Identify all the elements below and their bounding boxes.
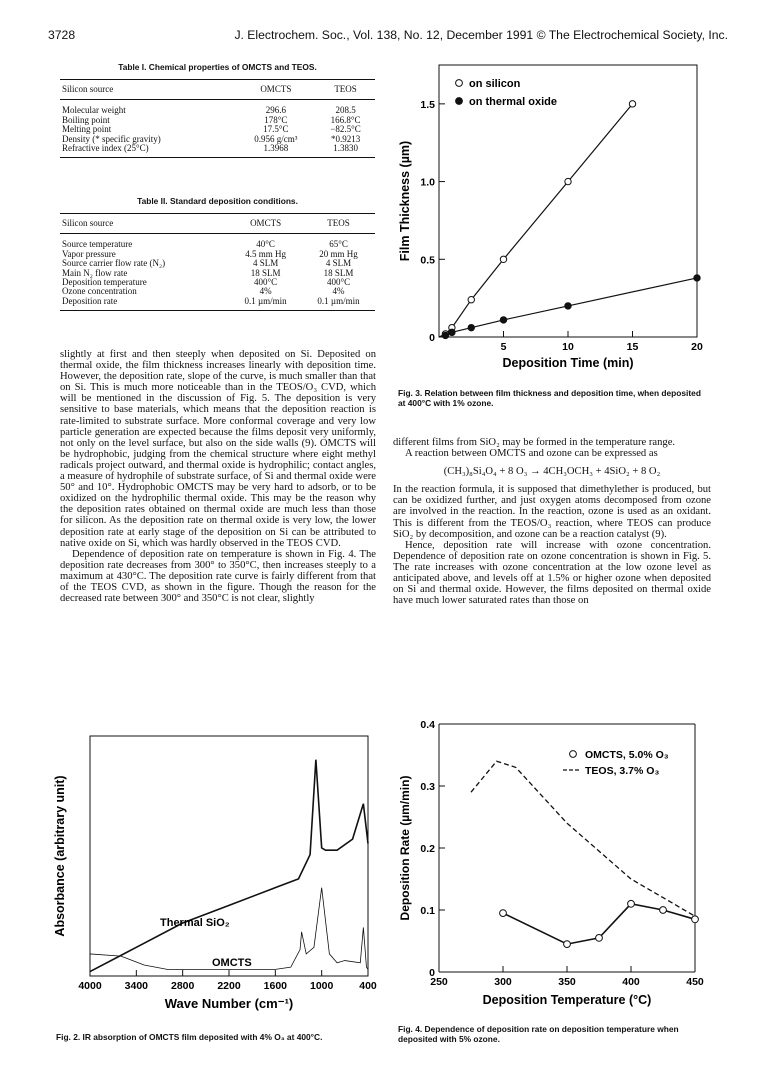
paragraph: Dependence of deposition rate on temperature is shown in Fig. 4. The deposition rate decreases from 300° to 350°C, then increases steeply to a maximum at 430°C. The deposition rate curve is fairly different from that of the TEOS CVD, as shown in the figure. Though the reason for the decreased rate between 300° and 350°C is not clear, slightly [60,548,376,605]
x-tick-label: 250 [430,976,448,988]
table-header-row [60,214,375,234]
legend-marker-open [570,751,577,758]
table-1-grid [60,79,375,158]
fig2-caption: Fig. 2. IR absorption of OMCTS film deposited with 4% O₃ at 400°C. [56,1032,323,1042]
x-tick-label: 450 [686,976,704,988]
x-tick-label: 300 [494,976,512,988]
table-cell: 17.5°C [263,124,289,135]
data-point [628,900,635,907]
data-point [500,317,506,323]
table-cell: Main N₂ flow rate [62,267,128,278]
fig4-chart [395,712,715,1022]
data-point [565,303,571,309]
x-tick-label: 1600 [263,980,288,992]
x-axis-label: Wave Number (cm⁻¹) [164,996,294,1011]
x-tick-label: 2200 [217,980,241,992]
y-axis-label: Film Thickness (µm) [398,140,412,262]
table-cell: *0.9213 [330,133,361,144]
page-header [48,28,728,48]
data-point [449,329,455,335]
data-point [565,178,571,184]
y-axis-label: Absorbance (arbitrary unit) [53,775,67,937]
table-cell: Density (* specific gravity) [62,133,161,144]
table-cell: 400°C [254,277,278,288]
table-cell: 40°C [256,239,275,250]
data-point [629,101,635,107]
data-point [564,941,571,948]
x-axis-label: Deposition Temperature (°C) [482,993,652,1007]
table-cell: −82.5°C [330,124,361,135]
paragraph: slightly at first and then steeply when deposited on Si. Deposited on thermal oxide, the film thickness increases linearly with deposition time. However, the deposition rate, slope of the curve, is much smaller than that on Si. This is much more noticeable than in the TEOS/O₃ CVD, which will be mentioned in the discussion of Fig. 5. The deposition is very sensitive to base materials, which means that the deposition reaction is rate-limited to substrate surface. More conformal coverage and very low particle generation are expected because the films deposit very uniformly, not only on the level surface, but also on the side walls (9). OMCTS will be hydrophobic, judging from the chemical structure where eight methyl radicals project outward, and thermal oxide is hydrophilic; contact angles, a measure of hydrophile of substrate surface, of Si and thermal oxide were 50° and 10°. Hydrophobic OMCTS may be very hard to adsorb, or to be oxidized on the hydrophilic thermal oxide. This may be the reason why the deposition rates obtained on thermal oxide are much less than those for silicon. As the deposition rate on thermal oxide is very low, the lower deposition rate at early stage of the deposition on Si can be attributed to native oxide on Si, which was hardly observed in the TEOS CVD. [60,349,376,549]
table-row [60,100,375,116]
table-cell: 4.5 mm Hg [245,248,286,259]
table-cell: 0.1 µm/min [302,297,375,311]
table-cell: 0.956 g/cm³ [254,133,298,144]
plot-frame [90,736,368,976]
column-header: TEOS [302,214,375,234]
table-cell: 4 SLM [252,258,279,269]
right-column-text [393,437,711,606]
data-point [692,916,699,923]
data-point [500,256,506,262]
table-cell: Ozone concentration [62,286,137,297]
data-point [660,907,667,914]
series-label-thermal-sio2: Thermal SiO₂ [160,917,230,929]
fig2-chart [50,728,380,1026]
x-tick-label: 400 [622,976,640,988]
column-header: OMCTS [236,80,317,100]
table-cell: Deposition rate [60,297,229,311]
table-row [60,297,375,311]
y-tick-label: 0.2 [420,843,435,855]
table-cell: Boiling point [62,114,110,125]
table-cell: Source temperature [62,239,133,250]
table-row [60,144,375,158]
table-row [60,234,375,250]
table-cell: 65°C [329,239,348,250]
x-tick-label: 10 [562,341,574,353]
y-tick-label: 0 [429,967,435,979]
table-1 [60,62,375,158]
column-header: TEOS [316,80,375,100]
series-label-omcts: OMCTS [212,957,252,969]
table-cell: 178°C [264,114,288,125]
table-cell: 1.3830 [316,144,375,158]
table-cell: 4% [259,286,272,297]
x-tick-label: 3400 [124,980,149,992]
page-number: 3728 [48,28,76,42]
fig3-chart [395,55,715,385]
y-tick-label: 0.5 [420,254,435,267]
x-tick-label: 5 [500,341,507,353]
table-cell: 20 mm Hg [319,248,358,259]
data-point [468,324,474,330]
paragraph: In the reaction formula, it is supposed that dimethylether is produced, but can be oxidized further, and just oxygen atoms decomposed from ozone are involved in the reaction. In the reaction, ozone is used as an oxidant. This is different from the TEOS/O₃ reaction, where TEOS can produce SiO₂ by decomposition, and ozone can be a reaction catalyst (9). [393,484,711,540]
legend-label: TEOS, 3.7% O₃ [585,765,660,777]
x-tick-label: 1000 [309,980,334,992]
table-2 [60,196,375,311]
x-tick-label: 2800 [170,980,195,992]
paragraph: Hence, deposition rate will increase with ozone concentration. Dependence of deposition rate on ozone concentration is shown in Fig. 5. The rate increases with ozone concentration at the low ozone level as anticipated above, and levels off at 1.5% or higher ozone when deposited on Si and thermal oxide. However, the films deposited on thermal oxide have much lower saturated rates than those on [393,539,711,607]
paragraph: different films from SiO₂ may be formed in the temperature range. [393,437,676,448]
table-cell: Vapor pressure [62,248,116,259]
column-header: Silicon source [60,80,236,100]
column-header: OMCTS [229,214,302,234]
x-tick-label: 400 [359,980,377,992]
fig4-caption: Fig. 4. Dependence of deposition rate on deposition temperature when deposited with 5% ozone. [398,1024,679,1044]
table-cell: 1.3968 [236,144,317,158]
table-cell: Source carrier flow rate (N₂) [62,258,166,269]
left-column-text [60,349,376,604]
table-cell: 18 SLM [250,267,281,278]
table-cell: Melting point [62,124,112,135]
legend-label: on thermal oxide [469,96,558,108]
table-cell: 4 SLM [325,258,352,269]
table-cell: Deposition temperature [62,277,147,288]
fig3-caption: Fig. 3. Relation between film thickness and deposition time, when deposited at 400°C with 1% ozone. [398,388,701,408]
y-tick-label: 0.3 [420,781,435,793]
table-cell: 4% [332,286,345,297]
legend-marker-filled [456,98,463,105]
table-cell: 208.5 [335,105,356,116]
y-axis-label: Deposition Rate (µm/min) [398,775,412,921]
y-tick-label: 1.0 [420,176,435,189]
data-point [596,935,603,942]
table-1-caption: Table I. Chemical properties of OMCTS and TEOS. [118,62,317,72]
table-cell: 166.8°C [330,114,361,125]
x-tick-label: 15 [626,341,639,353]
x-axis-label: Deposition Time (min) [502,356,634,370]
data-point [468,296,474,302]
y-tick-label: 0.1 [420,905,435,917]
data-point [442,332,448,338]
journal-citation: J. Electrochem. Soc., Vol. 138, No. 12, December 1991 © The Electrochemical Society, Inc. [234,28,728,42]
y-tick-label: 0 [429,332,435,344]
table-cell: 400°C [326,277,351,288]
thermal-sio2-spectrum [90,760,368,972]
series-line-silicon [439,104,633,337]
table-2-caption: Table II. Standard deposition conditions. [137,196,298,206]
legend-label: OMCTS, 5.0% O₃ [585,749,669,761]
paragraph: A reaction between OMCTS and ozone can be expressed as [405,448,658,460]
x-tick-label: 350 [558,976,576,988]
table-header-row [60,80,375,100]
table-cell: Refractive index (25°C) [60,144,236,158]
y-tick-label: 1.5 [420,98,435,111]
table-cell: Molecular weight [62,105,126,116]
column-header: Silicon source [60,214,229,234]
data-point [694,275,700,281]
y-tick-label: 0.4 [420,719,435,731]
legend-marker-open [456,80,463,87]
x-tick-label: 20 [691,341,703,353]
table-cell: 0.1 µm/min [229,297,302,311]
data-point [500,910,507,917]
reaction-equation: (CH₃)₈Si₄O₄ + 8 O₃ → 4CH₃OCH₃ + 4SiO₂ + 8 O₂ [443,466,661,478]
legend-label: on silicon [469,78,521,90]
table-cell: 18 SLM [323,267,354,278]
teos-dashed-line [471,761,695,916]
table-cell: 296.6 [265,105,286,116]
x-tick-label: 4000 [78,980,102,992]
table-2-grid [60,213,375,311]
